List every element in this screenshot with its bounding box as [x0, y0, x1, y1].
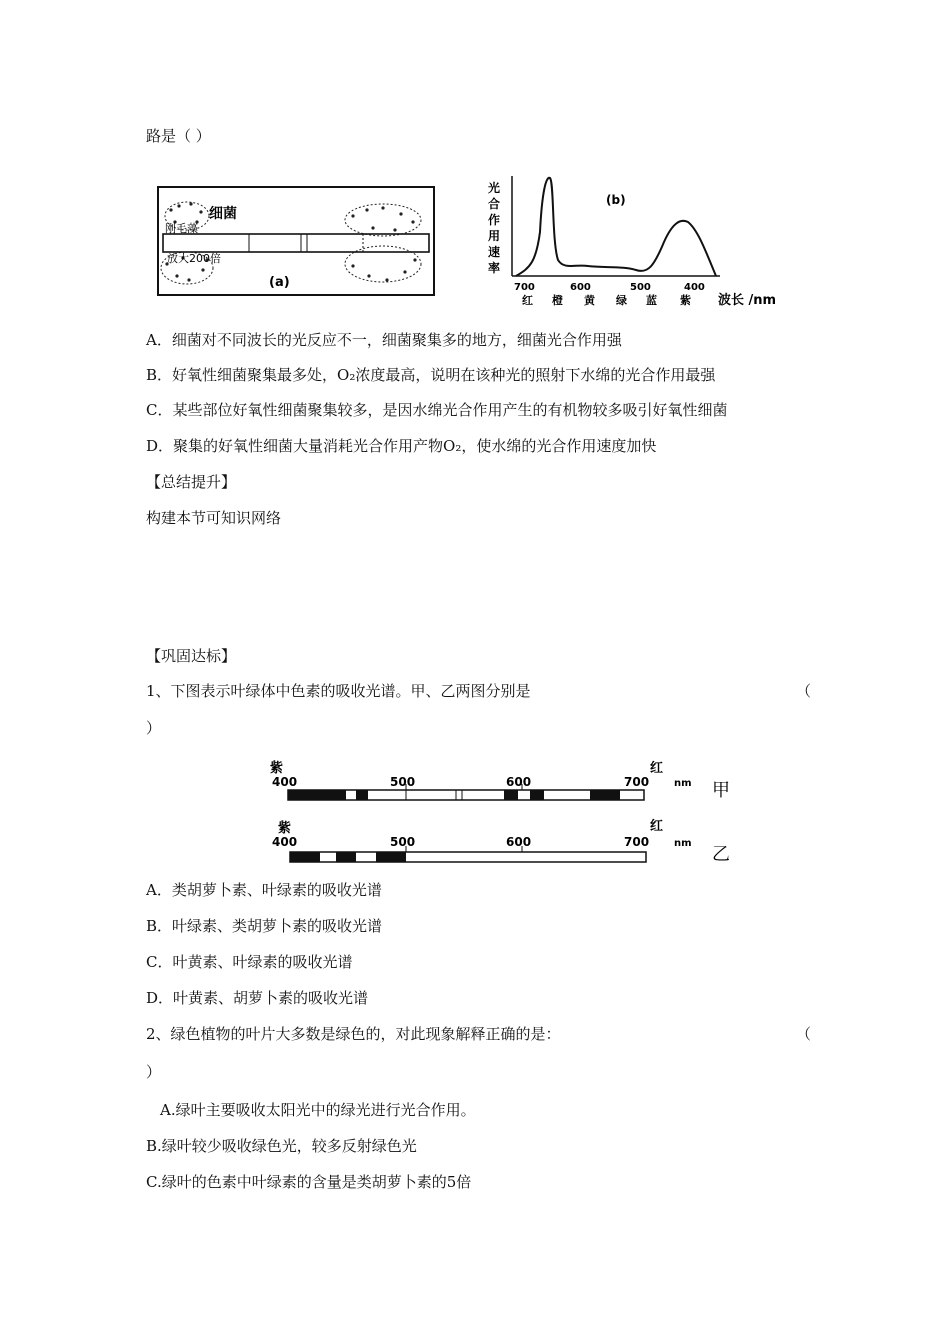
yi-tick-700: 700 [624, 835, 650, 849]
algae-label: 刚毛藻 [165, 222, 198, 235]
q1-option-a: A．类胡萝卜素、叶绿素的吸收光谱 [146, 881, 382, 899]
color-red: 红 [522, 294, 533, 307]
q-option-d: D．聚集的好氧性细菌大量消耗光合作用产物O₂，使水绵的光合作用速度加快 [146, 437, 657, 455]
jia-bar [288, 784, 644, 800]
panel-b-label: (b) [606, 193, 626, 207]
summary-text: 构建本节可知识网络 [146, 509, 282, 527]
bacteria-label: 细菌 [209, 206, 237, 222]
y-label-char: 合 [488, 197, 501, 211]
color-violet: 紫 [680, 294, 691, 307]
y-label-char: 光 [488, 181, 501, 195]
color-blue: 蓝 [646, 294, 657, 307]
q1-stem: 1、下图表示叶绿体中色素的吸收光谱。甲、乙两图分别是 [146, 682, 531, 700]
q-option-a: A．细菌对不同波长的光反应不一，细菌聚集多的地方，细菌光合作用强 [146, 331, 622, 349]
spectrum-figure [266, 758, 746, 868]
y-label-char: 率 [488, 261, 501, 275]
q2-paren-open: （ [796, 1025, 812, 1043]
q2-option-b: B.绿叶较少吸收绿色光，较多反射绿色光 [146, 1137, 417, 1155]
q1-option-c: C．叶黄素、叶绿素的吸收光谱 [146, 953, 353, 971]
figure-b [484, 172, 804, 308]
color-orange: 橙 [552, 294, 563, 307]
yi-tick-400: 400 [272, 835, 298, 849]
color-green: 绿 [616, 294, 627, 307]
q2-stem: 2、绿色植物的叶片大多数是绿色的，对此现象解释正确的是： [146, 1025, 561, 1043]
summary-heading: 【总结提升】 [146, 473, 237, 491]
y-label-char: 速 [488, 245, 501, 259]
yi-unit: nm [674, 838, 692, 849]
jia-label: 甲 [712, 780, 730, 801]
yi-label: 乙 [712, 844, 730, 865]
q2-paren-close: ） [146, 1063, 162, 1081]
yi-bar [290, 846, 646, 862]
jia-tick-600: 600 [506, 775, 532, 789]
jia-tick-700: 700 [624, 775, 650, 789]
x-tick-500: 500 [630, 282, 651, 293]
x-tick-700: 700 [514, 282, 535, 293]
q-option-b: B．好氧性细菌聚集最多处，O₂浓度最高，说明在该种光的照射下水绵的光合作用最强 [146, 366, 716, 384]
color-yellow: 黄 [584, 294, 595, 307]
jia-red-label: 红 [650, 761, 664, 776]
yi-tick-500: 500 [390, 835, 416, 849]
yi-red-label: 红 [650, 819, 664, 834]
panel-a-label: (a) [269, 275, 290, 290]
q1-option-d: D．叶黄素、胡萝卜素的吸收光谱 [146, 989, 369, 1007]
magnify-label: 放大200倍 [167, 252, 221, 265]
q-option-c: C．某些部位好氧性细菌聚集较多，是因水绵光合作用产生的有机物较多吸引好氧性细菌 [146, 401, 728, 419]
q1-option-b: B．叶绿素、类胡萝卜素的吸收光谱 [146, 917, 383, 935]
figure-a-frame [158, 187, 434, 295]
jia-unit: nm [674, 778, 692, 789]
q2-option-a: A.绿叶主要吸收太阳光中的绿光进行光合作用。 [160, 1101, 476, 1119]
yi-tick-600: 600 [506, 835, 532, 849]
q1-paren-open: （ [796, 682, 812, 700]
figure-a [157, 186, 437, 298]
consolidate-heading: 【巩固达标】 [146, 647, 237, 665]
x-axis-label: 波长 /nm [718, 293, 777, 308]
jia-tick-500: 500 [390, 775, 416, 789]
y-label-char: 用 [488, 229, 501, 243]
yi-violet-label: 紫 [278, 821, 292, 836]
y-label-char: 作 [488, 213, 501, 227]
x-tick-600: 600 [570, 282, 591, 293]
x-tick-400: 400 [684, 282, 705, 293]
jia-tick-400: 400 [272, 775, 298, 789]
intro-line: 路是（ ） [146, 127, 211, 145]
jia-violet-label: 紫 [270, 761, 284, 776]
y-axis-label [488, 180, 500, 275]
q2-option-c: C.绿叶的色素中叶绿素的含量是类胡萝卜素的5倍 [146, 1173, 472, 1191]
q1-paren-close: ） [146, 719, 162, 737]
